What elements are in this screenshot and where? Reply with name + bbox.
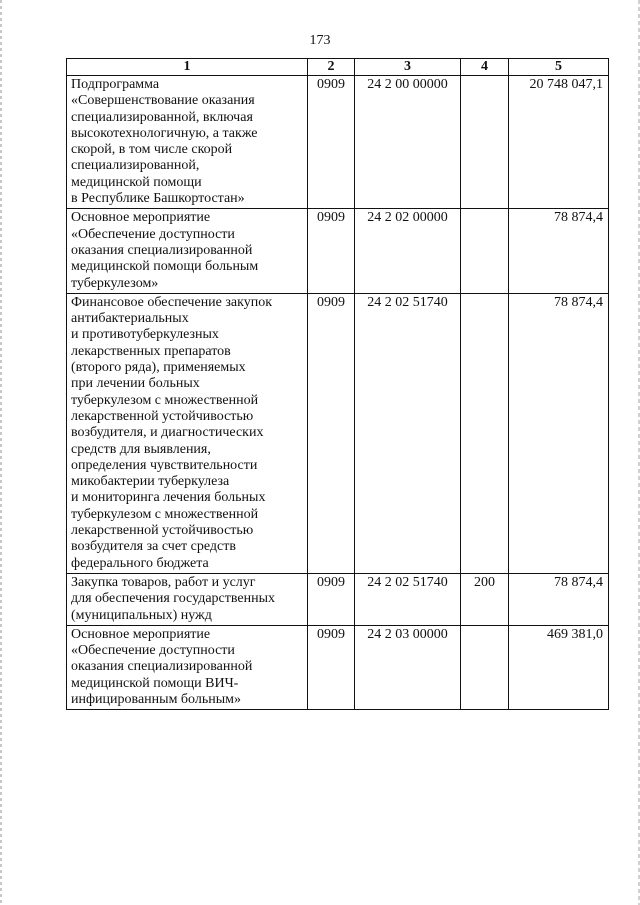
- column-header-expense-type: 4: [461, 59, 509, 76]
- row-name: Основное мероприятие «Обеспечение доступности оказания специализированной медицинской помощи ВИЧ- инфицированным больным»: [67, 625, 308, 709]
- column-header-amount: 5: [509, 59, 609, 76]
- column-header-name: 1: [67, 59, 308, 76]
- row-amount: 78 874,4: [509, 209, 609, 293]
- row-target-article: 24 2 02 51740: [355, 573, 461, 625]
- row-expense-type: [461, 209, 509, 293]
- row-expense-type: [461, 293, 509, 573]
- row-name: Закупка товаров, работ и услуг для обеспечения государственных (муниципальных) нужд: [67, 573, 308, 625]
- row-name: Основное мероприятие «Обеспечение доступности оказания специализированной медицинской помощи больным туберкулезом»: [67, 209, 308, 293]
- row-name: Финансовое обеспечение закупок антибактериальных и противотуберкулезных лекарственных препаратов (второго ряда), применяемых при лечении больных туберкулезом с множественной лекарственной устойчивостью возбудителя, и диагностических средств для выявления, определения чувствительности микобактерии туберкулеза и мониторинга лечения больных туберкулезом с множественной лекарственной устойчивостью возбудителя за счет средств федерального бюджета: [67, 293, 308, 573]
- row-amount: 469 381,0: [509, 625, 609, 709]
- table-header-row: [67, 59, 609, 76]
- row-section: 0909: [308, 293, 355, 573]
- row-name: Подпрограмма «Совершенствование оказания специализированной, включая высокотехнологичную, а также скорой, в том числе скорой специализированной, медицинской помощи в Республике Башкортостан»: [67, 76, 308, 209]
- scan-edge-left: [0, 0, 2, 905]
- budget-table: [66, 58, 609, 710]
- row-target-article: 24 2 02 51740: [355, 293, 461, 573]
- row-section: 0909: [308, 625, 355, 709]
- row-expense-type: 200: [461, 573, 509, 625]
- row-amount: 78 874,4: [509, 573, 609, 625]
- row-expense-type: [461, 625, 509, 709]
- row-target-article: 24 2 03 00000: [355, 625, 461, 709]
- row-expense-type: [461, 76, 509, 209]
- row-target-article: 24 2 02 00000: [355, 209, 461, 293]
- row-section: 0909: [308, 76, 355, 209]
- column-header-target-article: 3: [355, 59, 461, 76]
- page-number: 173: [309, 33, 331, 48]
- table-row: [67, 76, 609, 209]
- table-row: [67, 293, 609, 573]
- row-amount: 78 874,4: [509, 293, 609, 573]
- row-section: 0909: [308, 209, 355, 293]
- table-row: [67, 209, 609, 293]
- table-row: [67, 625, 609, 709]
- table-row: [67, 573, 609, 625]
- row-target-article: 24 2 00 00000: [355, 76, 461, 209]
- column-header-section: 2: [308, 59, 355, 76]
- row-amount: 20 748 047,1: [509, 76, 609, 209]
- row-section: 0909: [308, 573, 355, 625]
